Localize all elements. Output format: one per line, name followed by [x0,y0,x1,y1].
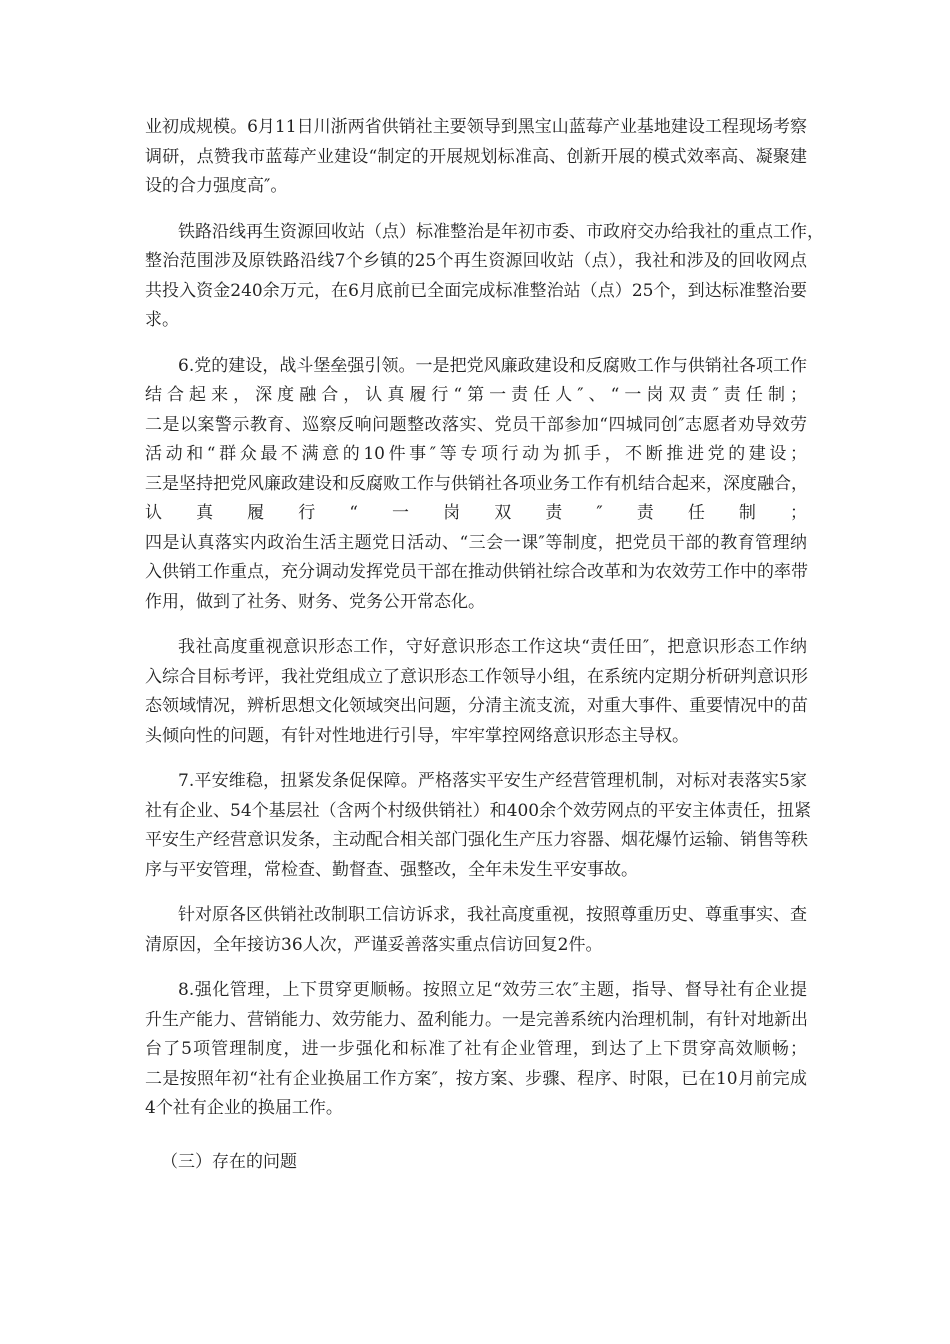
text-line: 二是按照年初“社有企业换届工作方案″，按方案、步骤、程序、时限，已在10月前完成 [145,1068,807,1089]
text-line: 共投入资金240余万元，在6月底前已全面完成标准整治站（点）25个，到达标准整治要 [145,280,807,301]
text-line: 三是坚持把党风廉政建设和反腐败工作与供销社各项业务工作有机结合起来，深度融合， [145,473,808,494]
text-line: 认真履行“一岗双责″责任制； [145,503,807,523]
text-line: 态领域情况，辨析思想文化领域突出问题，分清主流支流，对重大事件、重要情况中的苗 [145,696,808,716]
text-line: 针对原各区供销社改制职工信访诉求，我社高度重视，按照尊重历史、尊重事实、查 [178,905,807,925]
text-line: 调研，点赞我市蓝莓产业建设“制定的开展规划标准高、创新开展的模式效率高、凝聚建 [145,146,807,167]
document-page [145,113,824,1177]
text-line: 业初成规模。6月11日川浙两省供销社主要领导到黑宝山蓝莓产业基地建设工程现场考察 [145,117,807,137]
text-line: 社有企业、54个基层社（含两个村级供销社）和400余个效劳网点的平安主体责任，扭紧 [145,800,812,821]
text-line: 清原因，全年接访36人次，严谨妥善落实重点信访回复2件。 [145,934,603,955]
paragraph [145,976,807,1124]
text-line: 结合起来，深度融合，认真履行“第一责任人″、“一岗双责″责任制； [145,385,807,405]
text-line: 入综合目标考评，我社党组成立了意识形态工作领导小组，在系统内定期分析研判意识形 [145,666,808,687]
paragraph [145,218,824,336]
text-line: 活动和“群众最不满意的10件事″等专项行动为抓手，不断推进党的建设； [145,444,807,464]
text-line: 8.强化管理，上下贯穿更顺畅。按照立足“效劳三农″主题，指导、督导社有企业提 [178,980,807,1000]
paragraph [145,901,807,960]
text-line: 入供销工作重点，充分调动发挥党员干部在推动供销社综合改革和为农效劳工作中的率带 [145,562,808,582]
text-line: 作用，做到了社务、财务、党务公开常态化。 [145,591,485,612]
paragraph [145,633,807,751]
text-line: 求。 [145,310,179,330]
paragraph [145,352,807,618]
section-heading: （三）存在的问题 [161,1151,297,1172]
text-line: 头倾向性的问题，有针对性地进行引导，牢牢掌控网络意识形态主导权。 [145,725,689,746]
text-line: 序与平安管理，常检查、勤督查、强整改，全年未发生平安事故。 [145,859,638,880]
text-line: 平安生产经营意识发条，主动配合相关部门强化生产压力容器、烟花爆竹运输、销售等秩 [145,830,808,850]
text-line: 4个社有企业的换届工作。 [145,1098,343,1118]
text-line: 台了5项管理制度，进一步强化和标准了社有企业管理，到达了上下贯穿高效顺畅； [145,1039,807,1059]
text-line: 四是认真落实内政治生活主题党日活动、“三会一课″等制度，把党员干部的教育管理纳 [145,532,807,553]
text-line: 设的合力强度高″。 [145,176,288,196]
text-line: 整治范围涉及原铁路沿线7个乡镇的25个再生资源回收站（点），我社和涉及的回收网点 [145,251,807,271]
paragraph [145,113,807,202]
text-line: 铁路沿线再生资源回收站（点）标准整治是年初市委、市政府交办给我社的重点工作， [178,221,824,242]
text-line: 升生产能力、营销能力、效劳能力、盈利能力。一是完善系统内治理机制，有针对地新出 [145,1009,808,1030]
paragraph [145,767,812,885]
text-line: 6.党的建设，战斗堡垒强引领。一是把党风廉政建设和反腐败工作与供销社各项工作 [178,355,807,376]
text-line: 二是以案警示教育、巡察反响问题整改落实、党员干部参加“四城同创″志愿者劝导效劳 [145,414,807,435]
text-line: 7.平安维稳，扭紧发条促保障。严格落实平安生产经营管理机制，对标对表落实5家 [178,771,807,791]
text-line: 我社高度重视意识形态工作，守好意识形态工作这块“责任田″，把意识形态工作纳 [178,637,807,657]
